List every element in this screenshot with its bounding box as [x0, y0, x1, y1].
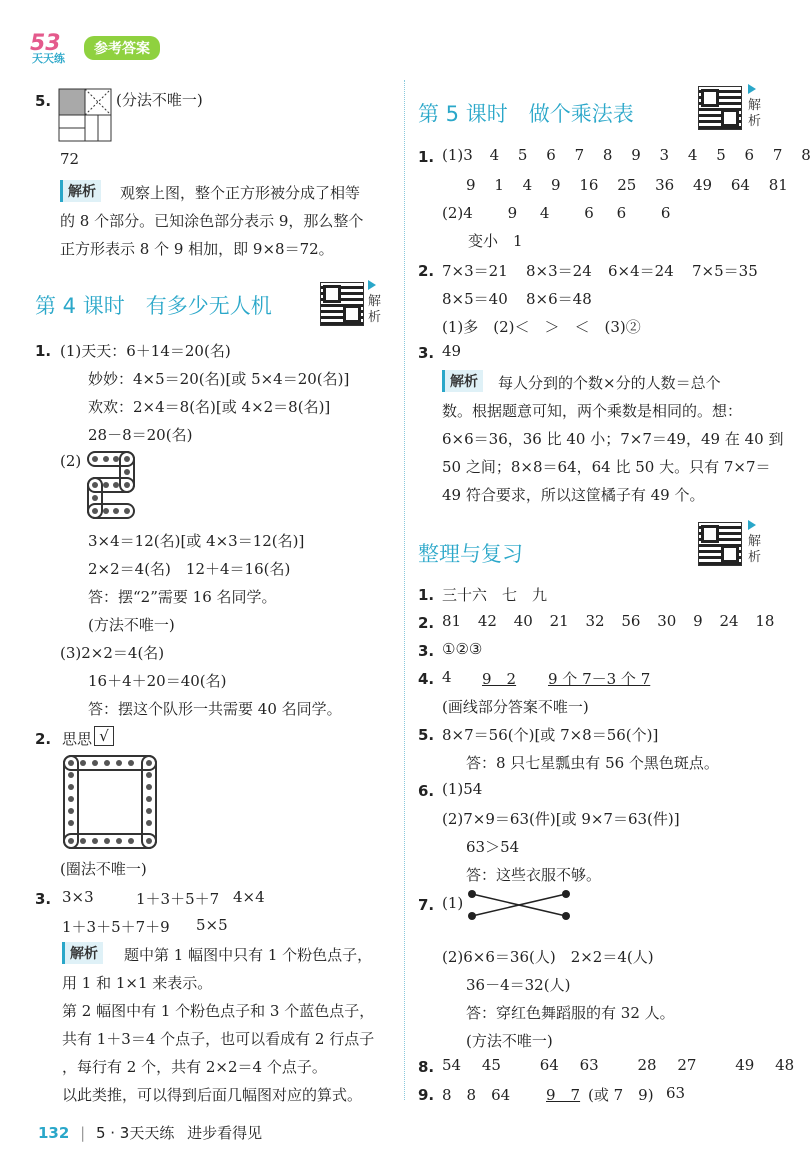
page-number: 132 — [38, 1124, 70, 1142]
r7-line4: (方法不唯一) — [466, 1032, 553, 1050]
r-q2-eq4: 7×5＝35 — [692, 262, 758, 280]
q3-analysis-1: 题中第 1 幅图中只有 1 个粉色点子， — [124, 946, 373, 964]
q1-p2-line-2: 2×2＝4(名) 12＋4＝16(名) — [88, 560, 291, 578]
q5-note: (分法不唯一) — [116, 91, 203, 109]
lesson4-qr-label: 解析 — [368, 294, 382, 325]
q5-analysis-3: 正方形表示 8 个 9 相加，即 9×8＝72。 — [60, 240, 334, 258]
q1-p3-line-2: 16＋4＋20＝40(名) — [88, 672, 227, 690]
r-q1-row4: 变小 1 — [468, 232, 523, 250]
svg-text:天天练: 天天练 — [32, 52, 65, 65]
lesson4-title: 第 4 课时 有多少无人机 — [35, 294, 272, 318]
r7-p1: (1) — [442, 894, 464, 912]
r6-line2: (2)7×9＝63(件)[或 9×7＝63(件)] — [442, 810, 680, 828]
logo — [28, 28, 80, 64]
r-q3-answer: 49 — [442, 342, 462, 360]
r3-text: ①②③ — [442, 640, 483, 658]
r-q3-number: 3. — [418, 344, 435, 362]
r9-c: (或 7 9) — [588, 1086, 654, 1104]
r-q2-eq3: 6×4＝24 — [608, 262, 674, 280]
r-q2-number: 2. — [418, 262, 435, 280]
q3-l2-a: 1＋3＋5＋7＋9 — [62, 918, 170, 936]
r-q3-analysis-5: 49 符合要求，所以这筐橘子有 49 个。 — [442, 486, 705, 504]
q1-number: 1. — [35, 342, 52, 360]
r-q1-row2: 9 1 4 9 16 25 36 49 64 81 — [466, 176, 788, 194]
play-icon — [748, 84, 756, 94]
q5-number: 5. — [35, 92, 52, 110]
r5-line1: 8×7＝56(个)[或 7×8＝56(个)] — [442, 726, 659, 744]
check-icon: √ — [94, 726, 114, 746]
q1-line-3: 欢欢：2×4＝8(名)[或 4×2＝8(名)] — [88, 398, 331, 416]
r-q2-eq2: 8×3＝24 — [526, 262, 592, 280]
footer: 132 | 5 · 3天天练 进步看得见 — [38, 1124, 263, 1142]
r4-number: 4. — [418, 670, 435, 688]
q5-analysis-1: 观察上图，整个正方形被分成了相等 — [120, 184, 361, 202]
lesson4-qr-code[interactable] — [320, 282, 364, 326]
review-qr-code[interactable] — [698, 522, 742, 566]
r9-d: 63 — [666, 1084, 686, 1102]
q2-note: (圈法不唯一) — [60, 860, 147, 878]
r8-number: 8. — [418, 1058, 435, 1076]
r4-note: (画线部分答案不唯一) — [442, 698, 589, 716]
r2-values: 81 42 40 21 32 56 30 9 24 18 — [442, 612, 775, 630]
q1-p3-line-1: (3)2×2＝4(名) — [60, 644, 165, 662]
r-q3-analysis-tag: 解析 — [442, 370, 483, 392]
q1-line-1: (1)天天：6＋14＝20(名) — [60, 342, 231, 360]
r7-line1: (2)6×6＝36(人) 2×2＝4(人) — [442, 948, 654, 966]
q3-l1-b: 1＋3＋5＋7 — [136, 890, 220, 908]
q3-number: 3. — [35, 890, 52, 908]
q3-analysis-4: 共有 1＋3＝4 个点子，也可以看成有 2 行点子 — [62, 1030, 375, 1048]
r5-line2: 答：8 只七星瓢虫有 56 个黑色斑点。 — [466, 754, 719, 772]
q3-l1-c: 4×4 — [233, 888, 265, 906]
r4-c: 9 个 7－3 个 7 — [548, 670, 651, 688]
column-divider — [404, 80, 406, 1100]
q1-line-4: 28－8＝20(名) — [88, 426, 193, 444]
q1-p2-line-1: 3×4＝12(名)[或 4×3＝12(名)] — [88, 532, 305, 550]
r4-a: 4 — [442, 668, 452, 686]
q3-analysis-3: 第 2 幅图中有 1 个粉色点子和 3 个蓝色点子， — [62, 1002, 375, 1020]
r6-line4: 答：这些衣服不够。 — [466, 866, 602, 884]
q1-p2-line-3: 答：摆“2”需要 16 名同学。 — [88, 588, 277, 606]
r6-line1: (1)54 — [442, 780, 483, 798]
r1-number: 1. — [418, 586, 435, 604]
r3-number: 3. — [418, 642, 435, 660]
footer-series: 5 · 3天天练 — [95, 1124, 175, 1142]
matching-lines — [466, 888, 576, 922]
review-title: 整理与复习 — [418, 542, 523, 566]
q1-p3-line-3: 答：摆这个队形一共需要 40 名同学。 — [88, 700, 342, 718]
r-q3-analysis-2: 数。根据题意可知，两个乘数是相同的。想： — [442, 402, 743, 420]
r-q3-analysis-3: 6×6＝36，36 比 40 小；7×7＝49，49 在 40 到 — [442, 430, 784, 448]
formation-2-diagram — [86, 450, 138, 522]
r2-number: 2. — [418, 614, 435, 632]
r7-line3: 答：穿红色舞蹈服的有 32 人。 — [466, 1004, 675, 1022]
logo-mark — [28, 28, 80, 64]
q2-number: 2. — [35, 730, 52, 748]
r6-number: 6. — [418, 782, 435, 800]
q2-text: 思思 — [62, 730, 93, 748]
r-q2-eq5: 8×5＝40 — [442, 290, 508, 308]
r9-number: 9. — [418, 1086, 435, 1104]
play-icon — [368, 280, 376, 290]
r-q2-line3: (1)多 (2)＜ ＞ ＜ (3)② — [442, 318, 641, 336]
r-q2-eq1: 7×3＝21 — [442, 262, 508, 280]
r4-b: 9 2 — [482, 670, 517, 688]
lesson5-qr-label: 解析 — [748, 98, 762, 129]
r1-text: 三十六 七 九 — [442, 586, 548, 604]
q5-analysis-tag: 解析 — [60, 180, 101, 202]
r6-line3: 63＞54 — [466, 838, 520, 856]
q3-l1-a: 3×3 — [62, 888, 94, 906]
header-label: 参考答案 — [84, 36, 160, 60]
r-q3-analysis-1: 每人分到的个数×分的人数＝总个 — [498, 374, 721, 392]
r7-line2: 36－4＝32(人) — [466, 976, 571, 994]
q3-l2-b: 5×5 — [196, 916, 228, 934]
r-q1-row3: (2)4 9 4 6 6 6 — [442, 204, 671, 222]
r7-number: 7. — [418, 896, 435, 914]
r-q2-eq6: 8×6＝48 — [526, 290, 592, 308]
q3-analysis-5: ，每行有 2 个，共有 2×2＝4 个点子。 — [62, 1058, 327, 1076]
lesson5-title: 第 5 课时 做个乘法表 — [418, 102, 634, 126]
lesson5-qr-code[interactable] — [698, 86, 742, 130]
q5-analysis-2: 的 8 个部分。已知涂色部分表示 9，那么整个 — [60, 212, 364, 230]
q5-answer: 72 — [60, 150, 80, 168]
r-q3-analysis-4: 50 之间；8×8＝64，64 比 50 大。只有 7×7＝ — [442, 458, 771, 476]
q3-analysis-2: 用 1 和 1×1 来表示。 — [62, 974, 213, 992]
q1-line-2: 妙妙：4×5＝20(名)[或 5×4＝20(名)] — [88, 370, 350, 388]
q3-analysis-6: 以此类推，可以得到后面几幅图对应的算式。 — [62, 1086, 363, 1104]
r5-number: 5. — [418, 726, 435, 744]
r9-b: 9 7 — [546, 1086, 581, 1104]
q3-analysis-tag: 解析 — [62, 942, 103, 964]
r-q1-row1: (1)3 4 5 6 7 8 9 3 4 5 6 7 8 — [442, 146, 811, 164]
q1-part2-label: (2) — [60, 452, 82, 470]
square-diagram — [58, 88, 112, 142]
svg-text:53: 53 — [30, 31, 61, 56]
r9-a: 8 8 64 — [442, 1086, 511, 1104]
play-icon — [748, 520, 756, 530]
square-formation-diagram — [62, 754, 158, 850]
r-q1-number: 1. — [418, 148, 435, 166]
r8-values: 54 45 64 63 28 27 49 48 — [442, 1056, 795, 1074]
q1-p2-line-4: (方法不唯一) — [88, 616, 175, 634]
review-qr-label: 解析 — [748, 534, 762, 565]
footer-slogan: 进步看得见 — [187, 1124, 263, 1142]
